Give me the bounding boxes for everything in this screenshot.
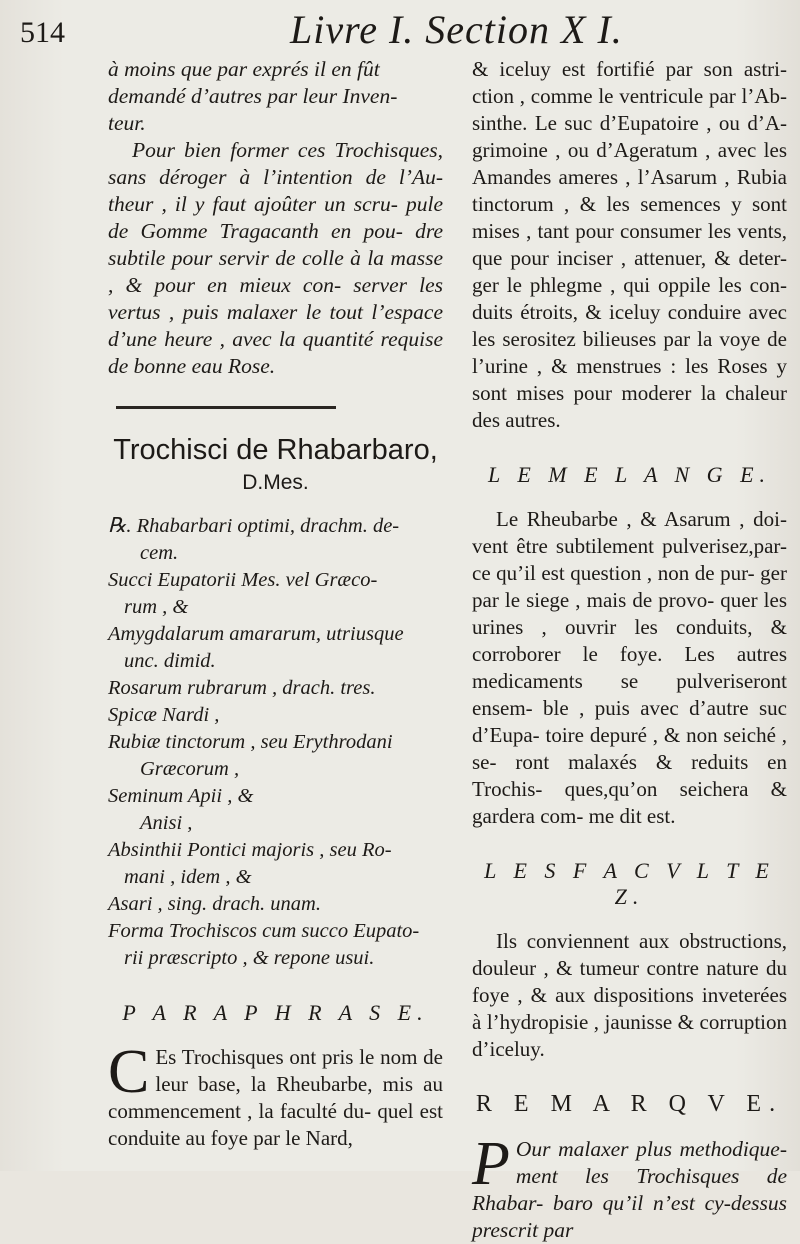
recipe-line: Rosarum rubrarum , drach. tres. [108,677,376,699]
drop-capital: C [108,1038,150,1106]
page-number: 514 [20,16,65,49]
left-column [108,56,443,1152]
heading-melange: L E M E L A N G E. [487,462,772,487]
intro-line: demandé d’autres par leur Inven- [108,84,398,108]
drop-capital: P [472,1130,510,1198]
recipe-line: Absinthii Pontici majoris , seu Ro- [108,839,392,861]
section-rule [116,406,336,409]
recipe-title: Trochisci de Rhabarbaro, [113,434,438,466]
heading-remarque: R E M A R Q V E. [475,1091,784,1117]
recipe-line: ℞. Rhabarbari optimi, drachm. de- [108,515,400,537]
heading-paraphrase: P A R A P H R A S E. [122,1000,429,1025]
recipe-line: Græcorum , [140,758,240,780]
paragraph-melange: Le Rheubarbe , & Asarum , doi- vent être subtilement pulverisez,par- ce qu’il est question , non de pur- ger par le siege , mais de provo- quer les urines , ouvrir les conduits, & corroborer le foye. Les autres medicaments se pulveriseront ensem- ble , puis avec d’autre suc d’Eupa- toire depuré , & non seiché , se- ront malaxés & reduits en Trochis- ques,qu’on seichera & gardera com- me dit est. [472,507,787,828]
intro-line: teur. [108,111,146,135]
running-head: Livre I. Section X I. [290,7,623,52]
recipe-line: rii præscripto , & repone usui. [124,947,375,969]
recipe-ingredients [108,513,443,972]
paragraph-paraphrase [108,1038,443,1152]
recipe-line: Forma Trochiscos cum succo Eupato- [108,920,420,942]
paragraph-preparation: Pour bien former ces Trochisques, sans déroger à l’intention de l’Au- theur , il y faut ajoûter un scru- pule de Gomme Tragacanth en pou- dre subtile pour servir de colle à la masse , & pour en mieux con- server les vertus , puis malaxer le tout l’espace d’une heure , avec la quantité requise de bonne eau Rose. [108,138,443,378]
heading-facultez: L E S F A C V L T E Z. [484,858,775,909]
paragraph-explanation: & iceluy est fortifié par son astri- ction , comme le ventricule par l’Ab- sinthe. Le suc d’Eupatoire , ou d’A- grimoine , ou d’Ageratum , avec les Amandes ameres , l’Asarum , Rubia tinctorum , & les semences y sont mises , tant pour consumer les vents, que pour inciser , attenuer, & deter- ger le phlegme , qui oppile les con- duits étroits, & iceluy conduire avec les serositez bilieuses par la voye de l’urine , & menstrues : les Roses y sont mises pour moderer la chaleur des autres. [472,57,787,432]
paragraph-facultez: Ils conviennent aux obstructions, douleur , & tumeur contre nature du foye , & aux dispositions inveterées à l’hydropisie , jaunisse & corruption d’iceluy. [472,929,787,1061]
page-header [20,6,790,56]
recipe-line: unc. dimid. [124,650,216,672]
paraphrase-text: Es Trochisques ont pris le nom de leur base, la Rheubarbe, mis au commencement , la faculté du- quel est conduite au foye par le Nard, [108,1045,443,1150]
recipe-line: Spicæ Nardi , [108,704,220,726]
recipe-line: mani , idem , & [124,866,252,888]
recipe-line: Anisi , [140,812,193,834]
right-column [472,56,787,1244]
intro-line: à moins que par exprés il en fût [108,57,380,81]
recipe-line: rum , & [124,596,189,618]
paragraph-remarque [472,1130,787,1244]
remarque-text: Our malaxer plus methodique- ment les Trochisques de Rhabar- baro qu’il n’est cy-dessus prescrit par [472,1137,787,1242]
recipe-line: Amygdalarum amararum, utriusque [108,623,404,645]
recipe-line: Succi Eupatorii Mes. vel Græco- [108,569,378,591]
recipe-author: D.Mes. [242,471,309,494]
recipe-line: Rubiæ tinctorum , seu Erythrodani [108,731,393,753]
recipe-line: Seminum Apii , & [108,785,254,807]
recipe-line: Asari , sing. drach. unam. [108,893,321,915]
recipe-line: cem. [140,542,179,564]
